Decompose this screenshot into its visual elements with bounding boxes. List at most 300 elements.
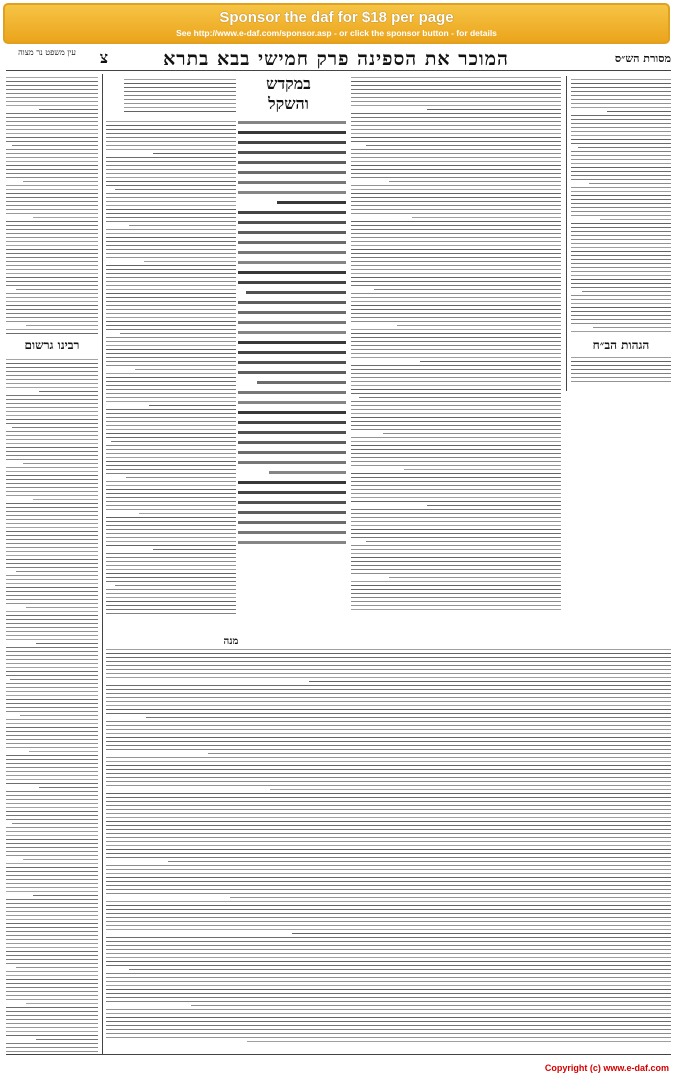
text-line [571, 179, 671, 180]
text-line [106, 133, 236, 134]
text-line [106, 909, 671, 910]
text-line [571, 143, 671, 144]
text-line [6, 647, 98, 648]
text-line [6, 875, 98, 876]
text-line [12, 145, 98, 146]
text-line [351, 89, 561, 90]
text-line [351, 565, 561, 566]
text-line [6, 85, 98, 86]
text-line [351, 585, 561, 586]
text-line [106, 701, 671, 702]
text-line [230, 897, 671, 898]
text-line [351, 477, 561, 478]
text-line [351, 193, 561, 194]
text-line [6, 305, 98, 306]
text-line [6, 309, 98, 310]
text-line [6, 887, 98, 888]
text-line [106, 509, 236, 510]
copyright-link[interactable]: Copyright (c) www.e-daf.com [544, 1063, 669, 1073]
text-line [106, 401, 236, 402]
text-line [106, 289, 236, 290]
text-line [351, 465, 561, 466]
text-line [106, 373, 236, 374]
text-line [6, 101, 98, 102]
text-line [6, 1007, 98, 1008]
text-line [106, 949, 671, 950]
text-line [124, 103, 236, 104]
text-line [6, 687, 98, 688]
text-line [238, 281, 346, 284]
text-line [6, 735, 98, 736]
text-line [106, 485, 236, 486]
text-line [351, 81, 561, 82]
text-line [351, 133, 561, 134]
text-line [6, 563, 98, 564]
text-line [6, 983, 98, 984]
text-line [106, 805, 671, 806]
text-line [106, 317, 236, 318]
text-line [106, 609, 236, 610]
text-line [6, 257, 98, 258]
text-line [106, 657, 671, 658]
text-line [351, 93, 561, 94]
text-line [106, 713, 671, 714]
tosafot-commentary [106, 118, 236, 616]
text-line [238, 361, 346, 364]
text-line [6, 77, 98, 78]
text-line [144, 261, 236, 262]
text-line [106, 493, 236, 494]
text-line [106, 601, 236, 602]
text-line [6, 911, 98, 912]
text-line [6, 675, 98, 676]
text-line [6, 419, 98, 420]
text-line [6, 447, 98, 448]
text-line [571, 207, 671, 208]
text-line [106, 685, 671, 686]
text-line [168, 861, 671, 862]
text-line [106, 1037, 671, 1038]
text-line [389, 181, 561, 182]
text-line [571, 107, 671, 108]
text-line [106, 649, 671, 650]
text-line [106, 945, 671, 946]
text-line [106, 413, 236, 414]
text-line [6, 655, 98, 656]
text-line [238, 151, 346, 154]
text-line [6, 863, 98, 864]
text-line [238, 481, 346, 484]
text-line [106, 429, 236, 430]
text-line [6, 819, 98, 820]
text-line [36, 643, 98, 644]
text-line [106, 361, 236, 362]
text-line [106, 733, 671, 734]
text-line [6, 125, 98, 126]
text-line [106, 293, 236, 294]
text-line [106, 273, 236, 274]
text-line [571, 279, 671, 280]
text-line [106, 533, 236, 534]
text-line [351, 213, 561, 214]
text-line [106, 697, 671, 698]
sponsor-subtitle[interactable]: See http://www.e-daf.com/sponsor.asp - or click the sponsor button - for details [176, 28, 497, 38]
text-line [106, 221, 236, 222]
text-line [6, 635, 98, 636]
text-line [6, 371, 98, 372]
text-line [106, 325, 236, 326]
text-line [106, 349, 236, 350]
text-line [6, 723, 98, 724]
text-line [238, 211, 346, 214]
text-line [6, 483, 98, 484]
text-line [238, 121, 346, 124]
text-line [106, 213, 236, 214]
text-line [106, 433, 236, 434]
text-line [571, 369, 671, 370]
text-line [351, 373, 561, 374]
text-line [135, 369, 236, 370]
text-line [6, 955, 98, 956]
text-line [106, 161, 236, 162]
text-line [6, 663, 98, 664]
text-line [6, 435, 98, 436]
text-line [571, 381, 671, 382]
text-line [23, 181, 98, 182]
text-line [106, 853, 671, 854]
text-line [106, 201, 236, 202]
text-line [106, 885, 671, 886]
text-line [571, 79, 671, 80]
text-line [351, 117, 561, 118]
text-line [238, 261, 346, 264]
text-line [351, 489, 561, 490]
text-line [6, 947, 98, 948]
text-line [6, 671, 98, 672]
text-line [106, 257, 236, 258]
text-line [351, 581, 561, 582]
text-line [191, 1005, 671, 1006]
text-line [6, 471, 98, 472]
text-line [124, 107, 236, 108]
text-line [106, 245, 236, 246]
text-line [106, 693, 671, 694]
text-line [238, 311, 346, 314]
text-line [106, 1009, 671, 1010]
text-line [6, 503, 98, 504]
text-line [351, 125, 561, 126]
text-line [571, 123, 671, 124]
text-line [106, 137, 236, 138]
text-line [351, 265, 561, 266]
text-line [106, 301, 236, 302]
text-line [106, 653, 671, 654]
text-line [238, 541, 346, 544]
text-line [6, 551, 98, 552]
text-line [33, 217, 98, 218]
text-line [238, 181, 346, 184]
text-line [571, 319, 671, 320]
text-line [106, 541, 236, 542]
text-line [366, 541, 561, 542]
text-line [106, 929, 671, 930]
text-line [351, 461, 561, 462]
text-line [351, 317, 561, 318]
text-line [124, 79, 236, 80]
text-line [6, 439, 98, 440]
text-line [6, 459, 98, 460]
text-line [106, 469, 236, 470]
text-line [124, 99, 236, 100]
text-line [238, 521, 346, 524]
text-line [238, 431, 346, 434]
text-line [124, 95, 236, 96]
text-line [6, 313, 98, 314]
text-line [106, 589, 236, 590]
text-line [6, 719, 98, 720]
text-line [6, 611, 98, 612]
text-line [106, 821, 671, 822]
text-line [238, 231, 346, 234]
text-line [6, 903, 98, 904]
text-line [6, 105, 98, 106]
footer-rule [6, 1054, 671, 1055]
text-line [106, 229, 236, 230]
text-line [238, 501, 346, 504]
text-line [6, 317, 98, 318]
text-line [404, 469, 562, 470]
text-line [39, 109, 98, 110]
text-line [106, 365, 236, 366]
text-line [351, 189, 561, 190]
text-line [571, 87, 671, 88]
text-line [571, 223, 671, 224]
text-line [208, 753, 671, 754]
text-line [106, 829, 671, 830]
text-line [106, 193, 236, 194]
text-line [412, 217, 561, 218]
text-line [351, 413, 561, 414]
text-line [106, 605, 236, 606]
text-line [427, 109, 561, 110]
text-line [6, 775, 98, 776]
text-line [106, 489, 236, 490]
text-line [106, 249, 236, 250]
gemara-text [238, 118, 346, 548]
text-line [6, 383, 98, 384]
text-line [106, 377, 236, 378]
text-line [571, 203, 671, 204]
text-line [6, 117, 98, 118]
text-line [6, 603, 98, 604]
text-line [571, 171, 671, 172]
text-line [571, 95, 671, 96]
text-line [351, 353, 561, 354]
text-line [571, 315, 671, 316]
text-line [238, 511, 346, 514]
text-line [571, 167, 671, 168]
text-line [6, 93, 98, 94]
text-line [351, 153, 561, 154]
text-line [6, 939, 98, 940]
text-line [6, 575, 98, 576]
text-line [106, 1001, 671, 1002]
text-line [6, 531, 98, 532]
text-line [571, 283, 671, 284]
text-line [106, 957, 671, 958]
text-line [571, 323, 671, 324]
text-line [126, 477, 237, 478]
text-line [351, 557, 561, 558]
text-line [106, 873, 671, 874]
text-line [6, 623, 98, 624]
masechet-label: מסורת הש״ס [614, 52, 671, 65]
text-line [6, 1011, 98, 1012]
text-line [6, 763, 98, 764]
text-line [351, 529, 561, 530]
text-line [6, 547, 98, 548]
text-line [6, 297, 98, 298]
text-line [351, 241, 561, 242]
text-line [270, 789, 671, 790]
text-line [106, 505, 236, 506]
text-line [571, 235, 671, 236]
text-line [351, 533, 561, 534]
text-line [106, 825, 671, 826]
text-line [6, 209, 98, 210]
text-line [6, 695, 98, 696]
text-line [6, 253, 98, 254]
text-line [6, 241, 98, 242]
text-line [106, 773, 671, 774]
text-line [351, 237, 561, 238]
text-line [6, 931, 98, 932]
text-line [571, 263, 671, 264]
text-line [23, 463, 98, 464]
text-line [309, 681, 671, 682]
text-line [238, 341, 346, 344]
text-line [571, 239, 671, 240]
text-line [6, 839, 98, 840]
text-line [571, 287, 671, 288]
text-line [571, 255, 671, 256]
text-line [238, 491, 346, 494]
text-line [106, 917, 671, 918]
text-line [351, 561, 561, 562]
text-line [351, 597, 561, 598]
text-line [6, 189, 98, 190]
text-line [351, 261, 561, 262]
text-line [351, 573, 561, 574]
text-line [6, 177, 98, 178]
text-line [351, 165, 561, 166]
text-line [106, 445, 236, 446]
text-line [106, 389, 236, 390]
text-line [6, 133, 98, 134]
text-line [6, 137, 98, 138]
text-line [6, 975, 98, 976]
text-line [106, 801, 671, 802]
text-line [106, 889, 671, 890]
text-line [6, 443, 98, 444]
text-line [106, 845, 671, 846]
hagahot-title: הגהות הב״ח [592, 338, 650, 352]
text-line [106, 329, 236, 330]
text-line [351, 209, 561, 210]
text-line [106, 165, 236, 166]
text-line [106, 141, 236, 142]
text-line [106, 761, 671, 762]
text-line [351, 273, 561, 274]
text-line [589, 183, 671, 184]
text-line [106, 465, 236, 466]
text-line [106, 1025, 671, 1026]
text-line [106, 313, 236, 314]
text-line [106, 341, 236, 342]
text-line [351, 345, 561, 346]
sponsor-title: Sponsor the daf for $18 per page [219, 9, 454, 26]
text-line [12, 823, 98, 824]
text-line [238, 411, 346, 414]
text-line [106, 833, 671, 834]
text-line [106, 857, 671, 858]
text-line [6, 755, 98, 756]
text-line [106, 421, 236, 422]
text-line [6, 963, 98, 964]
text-line [6, 659, 98, 660]
text-line [351, 605, 561, 606]
text-line [6, 743, 98, 744]
text-line [106, 573, 236, 574]
text-line [351, 121, 561, 122]
text-line [106, 981, 671, 982]
text-line [607, 111, 671, 112]
text-line [571, 357, 671, 358]
text-line [351, 149, 561, 150]
text-line [106, 757, 671, 758]
text-line [571, 227, 671, 228]
text-line [238, 161, 346, 164]
text-line [351, 129, 561, 130]
text-line [6, 321, 98, 322]
text-line [6, 627, 98, 628]
text-line [6, 379, 98, 380]
text-line [106, 1013, 671, 1014]
text-line [351, 405, 561, 406]
text-line [106, 677, 671, 678]
text-line [351, 113, 561, 114]
text-line [106, 705, 671, 706]
text-line [582, 291, 671, 292]
text-line [106, 345, 236, 346]
text-line [6, 359, 98, 360]
text-line [106, 749, 671, 750]
text-line [351, 401, 561, 402]
text-line [6, 261, 98, 262]
text-line [351, 349, 561, 350]
text-line [106, 545, 236, 546]
text-line [351, 97, 561, 98]
text-line [351, 609, 561, 610]
hagahot-column [571, 354, 671, 386]
text-line [6, 899, 98, 900]
text-line [351, 337, 561, 338]
text-line [6, 169, 98, 170]
text-line [106, 457, 236, 458]
text-line [26, 325, 98, 326]
sponsor-banner[interactable] [3, 3, 670, 44]
text-line [351, 509, 561, 510]
